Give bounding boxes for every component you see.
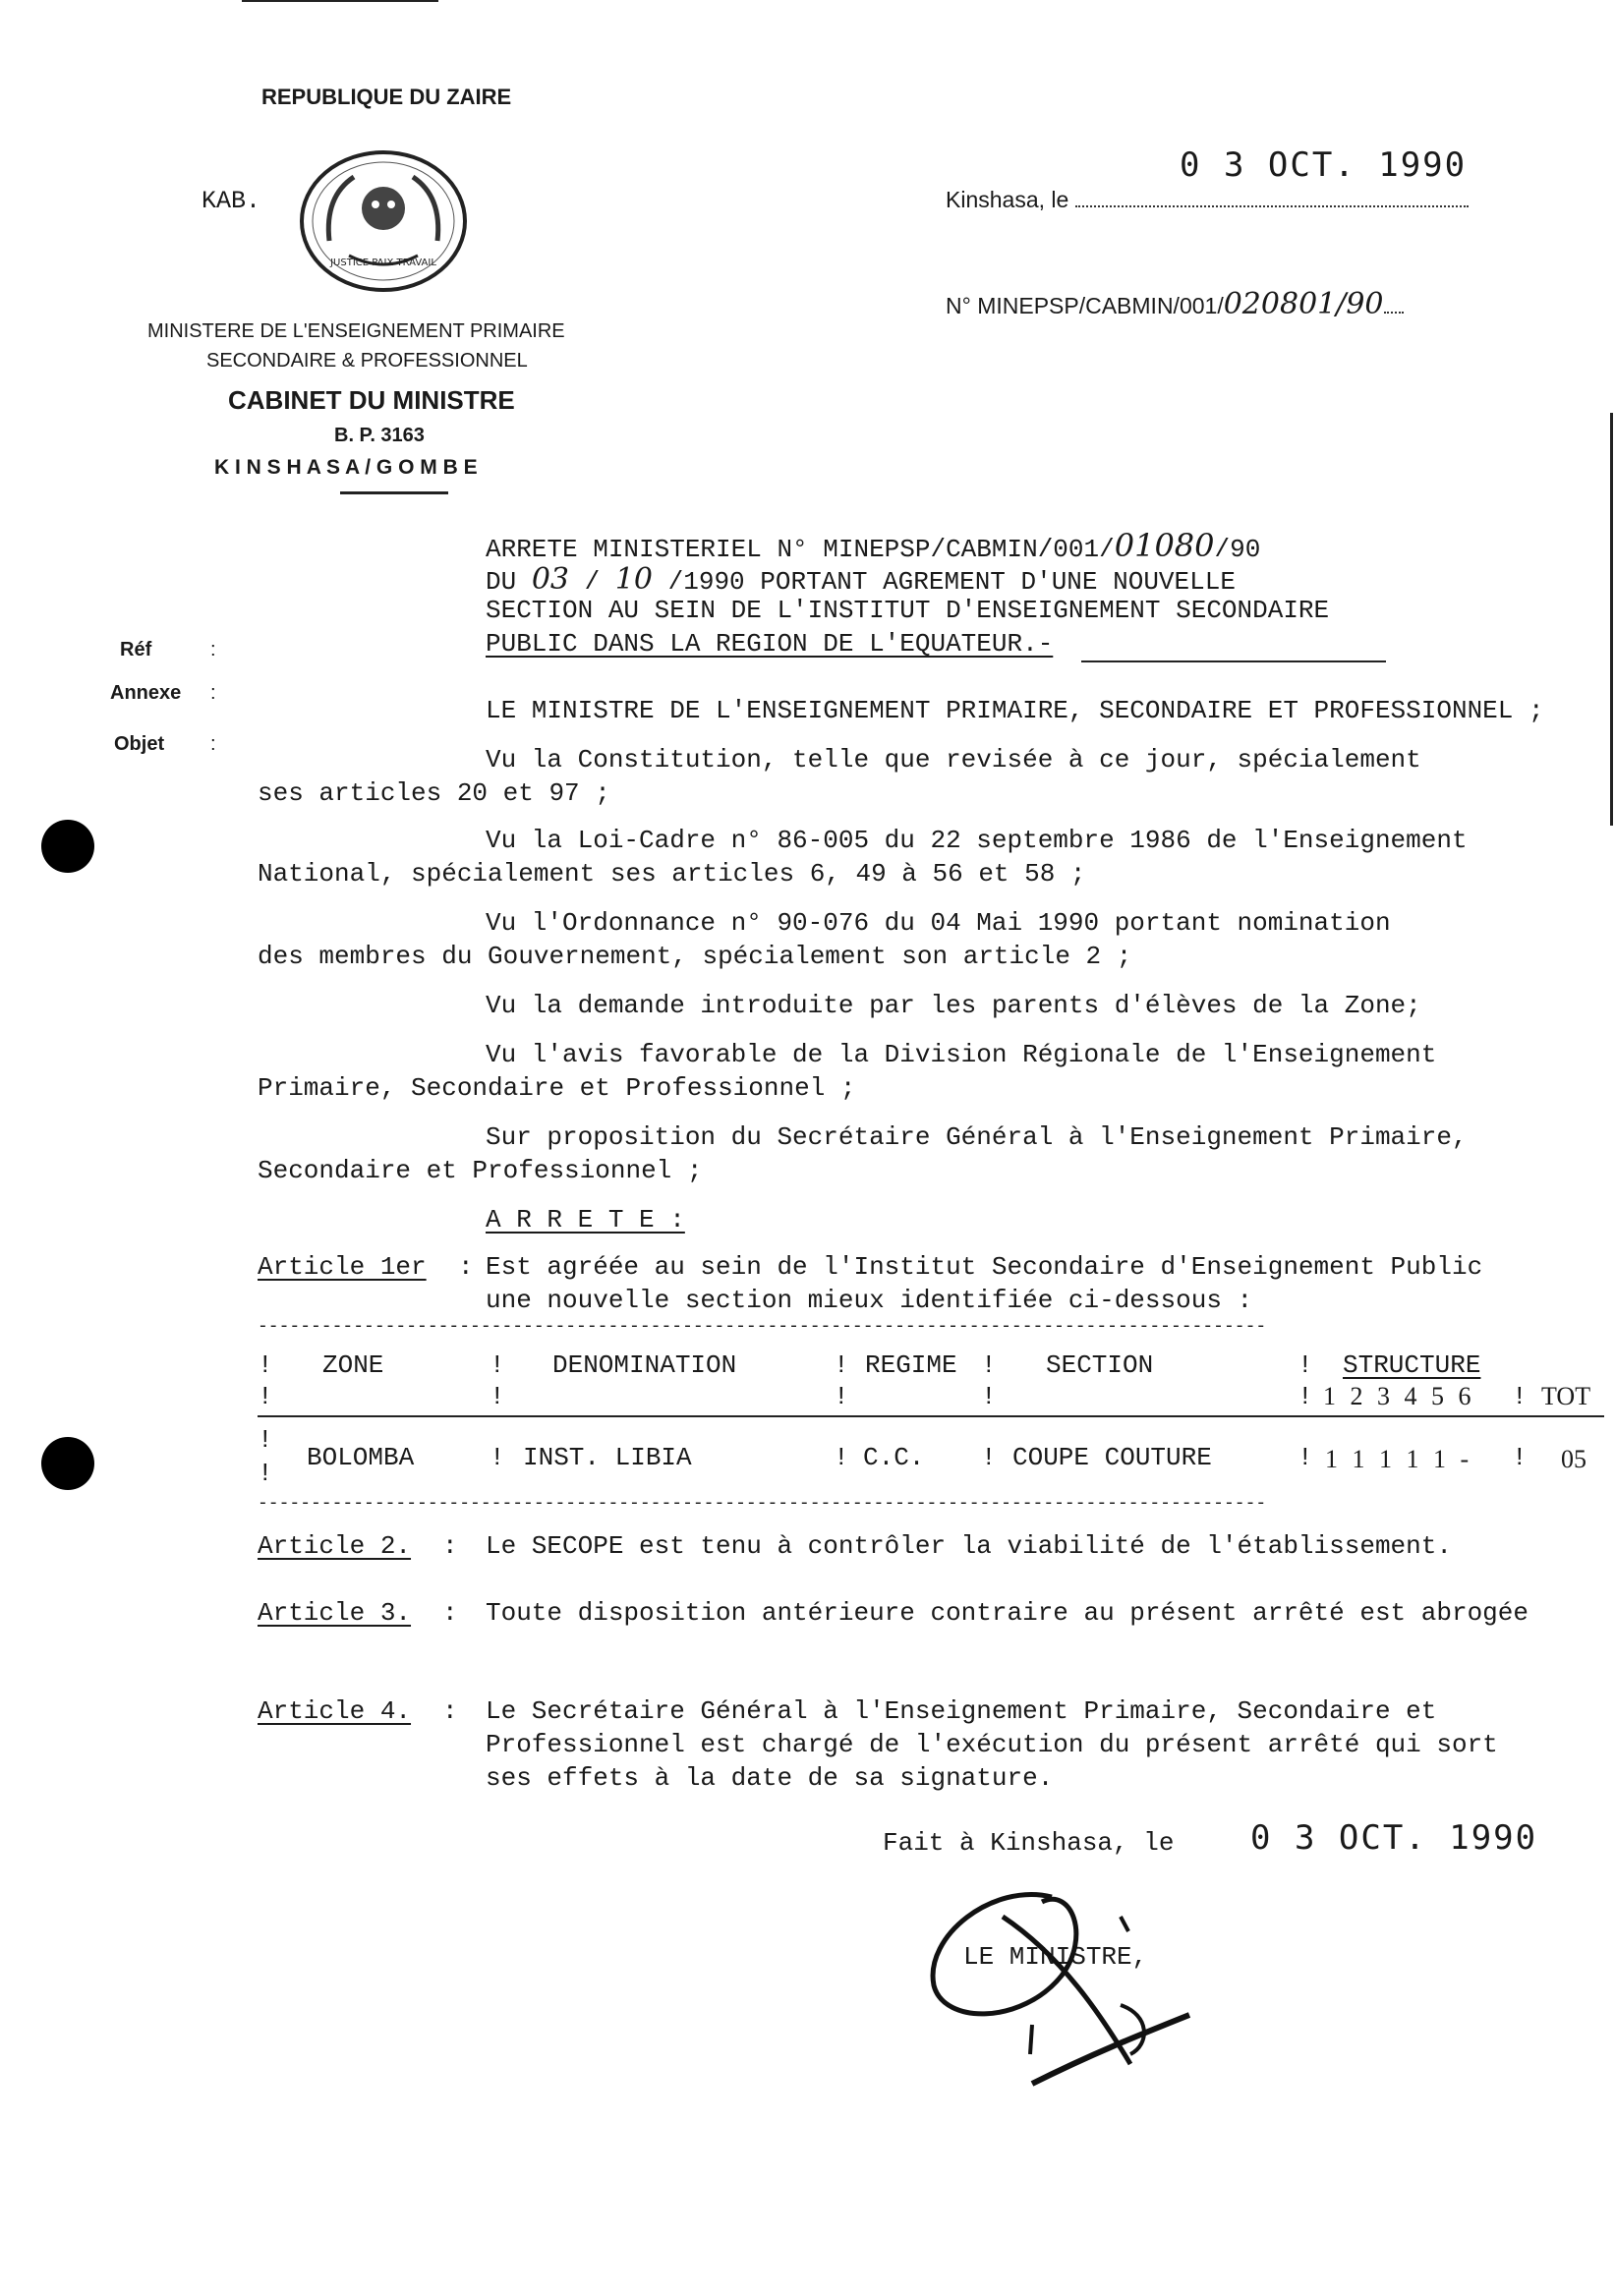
- table-bang: !: [981, 1443, 997, 1472]
- table-cell-tot: 05: [1561, 1445, 1586, 1473]
- vu-constitution-2: ses articles 20 et 97 ;: [258, 778, 610, 808]
- table-bang: !: [834, 1443, 849, 1472]
- title-line-1-prefix: ARRETE MINISTERIEL N° MINEPSP/CABMIN/001/: [486, 535, 1115, 564]
- vu-constitution-1: Vu la Constitution, telle que revisée à ce jour, spécialement: [486, 745, 1421, 775]
- seal-motto: JUSTICE PAIX TRAVAIL: [330, 258, 436, 268]
- table-bang: !: [258, 1350, 273, 1380]
- reference-handwritten: 020801/90: [1223, 287, 1384, 321]
- reference-label: N° MINEPSP/CABMIN/001/: [946, 293, 1224, 318]
- objet-colon: :: [210, 733, 216, 755]
- table-bang: !: [1298, 1350, 1313, 1380]
- table-bang: !: [490, 1382, 505, 1411]
- table-bottom-dashes: -----------------------------------------------------------------------------------------------: [258, 1494, 1267, 1514]
- po-box: B. P. 3163: [334, 425, 425, 446]
- table-header-regime: REGIME: [865, 1350, 957, 1380]
- table-bang: !: [1512, 1382, 1528, 1411]
- table-header-zone: ZONE: [322, 1350, 384, 1380]
- cabinet-heading: CABINET DU MINISTRE: [228, 385, 515, 415]
- title-line-3: SECTION AU SEIN DE L'INSTITUT D'ENSEIGNEMENT SECONDAIRE: [486, 596, 1330, 625]
- vu-demande: Vu la demande introduite par les parents d'élèves de la Zone;: [486, 991, 1421, 1020]
- objet-label: Objet: [114, 733, 165, 755]
- article-3-label: Article 3.: [258, 1598, 412, 1628]
- signatory-title: LE MINISTRE,: [963, 1942, 1148, 1972]
- table-bang: !: [258, 1425, 273, 1455]
- binder-hole-top: [41, 820, 94, 873]
- title-line-1-handwritten: 01080: [1114, 527, 1215, 564]
- binder-hole-bottom: [41, 1437, 94, 1490]
- city-line: K I N S H A S A / G O M B E: [214, 456, 478, 479]
- title-line-2: [486, 562, 1236, 597]
- table-cell-denomination: INST. LIBIA: [523, 1443, 692, 1472]
- table-bang: !: [981, 1382, 997, 1411]
- table-cell-section: COUPE COUTURE: [1012, 1443, 1212, 1472]
- table-header-grades: 1 2 3 4 5 6: [1323, 1382, 1475, 1410]
- title-line-2-prefix: DU: [486, 567, 517, 597]
- article-4-label: Article 4.: [258, 1696, 412, 1726]
- table-cell-regime: C.C.: [863, 1443, 925, 1472]
- reference-dotted-line: [1384, 302, 1404, 314]
- ministry-line-1: MINISTERE DE L'ENSEIGNEMENT PRIMAIRE: [147, 320, 565, 342]
- right-edge-mark: [1610, 413, 1613, 826]
- vu-ordonnance-1: Vu l'Ordonnance n° 90-076 du 04 Mai 1990 portant nomination: [486, 908, 1391, 938]
- ministry-line-2: SECONDAIRE & PROFESSIONNEL: [206, 350, 528, 372]
- article-1-label: Article 1er: [258, 1252, 427, 1282]
- table-cell-zone: BOLOMBA: [307, 1443, 415, 1472]
- title-underline-extension: [1081, 660, 1386, 662]
- table-header-section: SECTION: [1046, 1350, 1154, 1380]
- table-cell-grades: 1 1 1 1 1 -: [1325, 1445, 1473, 1473]
- article-4-colon: :: [442, 1696, 458, 1726]
- title-line-2-day: 03: [531, 562, 570, 597]
- annexe-label: Annexe: [110, 682, 182, 704]
- article-4-text-3: ses effets à la date de sa signature.: [486, 1763, 1054, 1793]
- city-underline: [340, 491, 448, 494]
- table-header-denomination: DENOMINATION: [552, 1350, 737, 1380]
- title-line-2-month: 10: [614, 562, 654, 597]
- table-bang: !: [1298, 1382, 1313, 1411]
- table-bang: !: [258, 1382, 273, 1411]
- article-1-text-2: une nouvelle section mieux identifiée ci-dessous :: [486, 1286, 1253, 1315]
- republic-heading: REPUBLIQUE DU ZAIRE: [261, 85, 512, 109]
- article-2-colon: :: [442, 1531, 458, 1561]
- place-date-label: [946, 187, 1469, 213]
- article-1-colon: :: [458, 1252, 474, 1282]
- vu-loi-cadre-2: National, spécialement ses articles 6, 49 à 56 et 58 ;: [258, 859, 1086, 889]
- article-3-colon: :: [442, 1598, 458, 1628]
- minister-line: LE MINISTRE DE L'ENSEIGNEMENT PRIMAIRE, SECONDAIRE ET PROFESSIONNEL ;: [486, 696, 1544, 725]
- date-dotted-line: [1075, 196, 1469, 207]
- coat-of-arms-seal: [295, 147, 472, 295]
- table-bang: !: [1298, 1443, 1313, 1472]
- title-line-1: [486, 527, 1260, 564]
- title-line-2-sep: /: [584, 567, 601, 597]
- title-line-4: PUBLIC DANS LA REGION DE L'EQUATEUR.-: [486, 629, 1054, 659]
- closing-date-stamp: 0 3 OCT. 1990: [1250, 1818, 1538, 1858]
- table-bang: !: [490, 1443, 505, 1472]
- vu-avis-1: Vu l'avis favorable de la Division Régionale de l'Enseignement: [486, 1040, 1437, 1069]
- table-top-dashes: -----------------------------------------------------------------------------------------------: [258, 1317, 1267, 1337]
- sur-proposition-2: Secondaire et Professionnel ;: [258, 1156, 703, 1185]
- title-line-2-suffix: /1990 PORTANT AGREMENT D'UNE NOUVELLE: [667, 567, 1236, 597]
- article-2-label: Article 2.: [258, 1531, 412, 1561]
- table-header-tot: TOT: [1541, 1382, 1591, 1410]
- table-region: [258, 1347, 1614, 1494]
- table-header-rule: [258, 1415, 1604, 1417]
- vu-loi-cadre-1: Vu la Loi-Cadre n° 86-005 du 22 septembre 1986 de l'Enseignement: [486, 826, 1468, 855]
- ref-colon: :: [210, 639, 216, 660]
- top-edge-mark: [242, 0, 438, 2]
- arrete-heading: A R R E T E :: [486, 1205, 685, 1234]
- article-4-text-1: Le Secrétaire Général à l'Enseignement Primaire, Secondaire et: [486, 1696, 1437, 1726]
- kab-label: KAB.: [202, 187, 261, 215]
- closing-place: Fait à Kinshasa, le: [883, 1828, 1175, 1858]
- table-bang: !: [258, 1459, 273, 1488]
- ref-label: Réf: [120, 639, 152, 660]
- vu-avis-2: Primaire, Secondaire et Professionnel ;: [258, 1073, 856, 1103]
- title-line-1-suffix: /90: [1214, 535, 1261, 564]
- annexe-colon: :: [210, 682, 216, 704]
- article-2-text: Le SECOPE est tenu à contrôler la viabilité de l'établissement.: [486, 1531, 1452, 1561]
- article-1-text-1: Est agréée au sein de l'Institut Secondaire d'Enseignement Public: [486, 1252, 1483, 1282]
- date-stamp: 0 3 OCT. 1990: [1180, 145, 1468, 185]
- table-bang: !: [834, 1382, 849, 1411]
- article-4-text-2: Professionnel est chargé de l'exécution du présent arrêté qui sort: [486, 1730, 1498, 1759]
- handwritten-signature: [904, 1877, 1219, 2103]
- table-bang: !: [1512, 1443, 1528, 1472]
- table-row: [258, 1425, 1604, 1494]
- place-label: Kinshasa, le: [946, 187, 1069, 212]
- vu-ordonnance-2: des membres du Gouvernement, spécialement son article 2 ;: [258, 942, 1132, 971]
- article-3-text: Toute disposition antérieure contraire au présent arrêté est abrogée: [486, 1598, 1528, 1628]
- table-bang: !: [834, 1350, 849, 1380]
- table-header-structure: STRUCTURE: [1343, 1350, 1481, 1380]
- reference-number: [946, 287, 1404, 321]
- table-bang: !: [981, 1350, 997, 1380]
- sur-proposition-1: Sur proposition du Secrétaire Général à l'Enseignement Primaire,: [486, 1122, 1468, 1152]
- table-bang: !: [490, 1350, 505, 1380]
